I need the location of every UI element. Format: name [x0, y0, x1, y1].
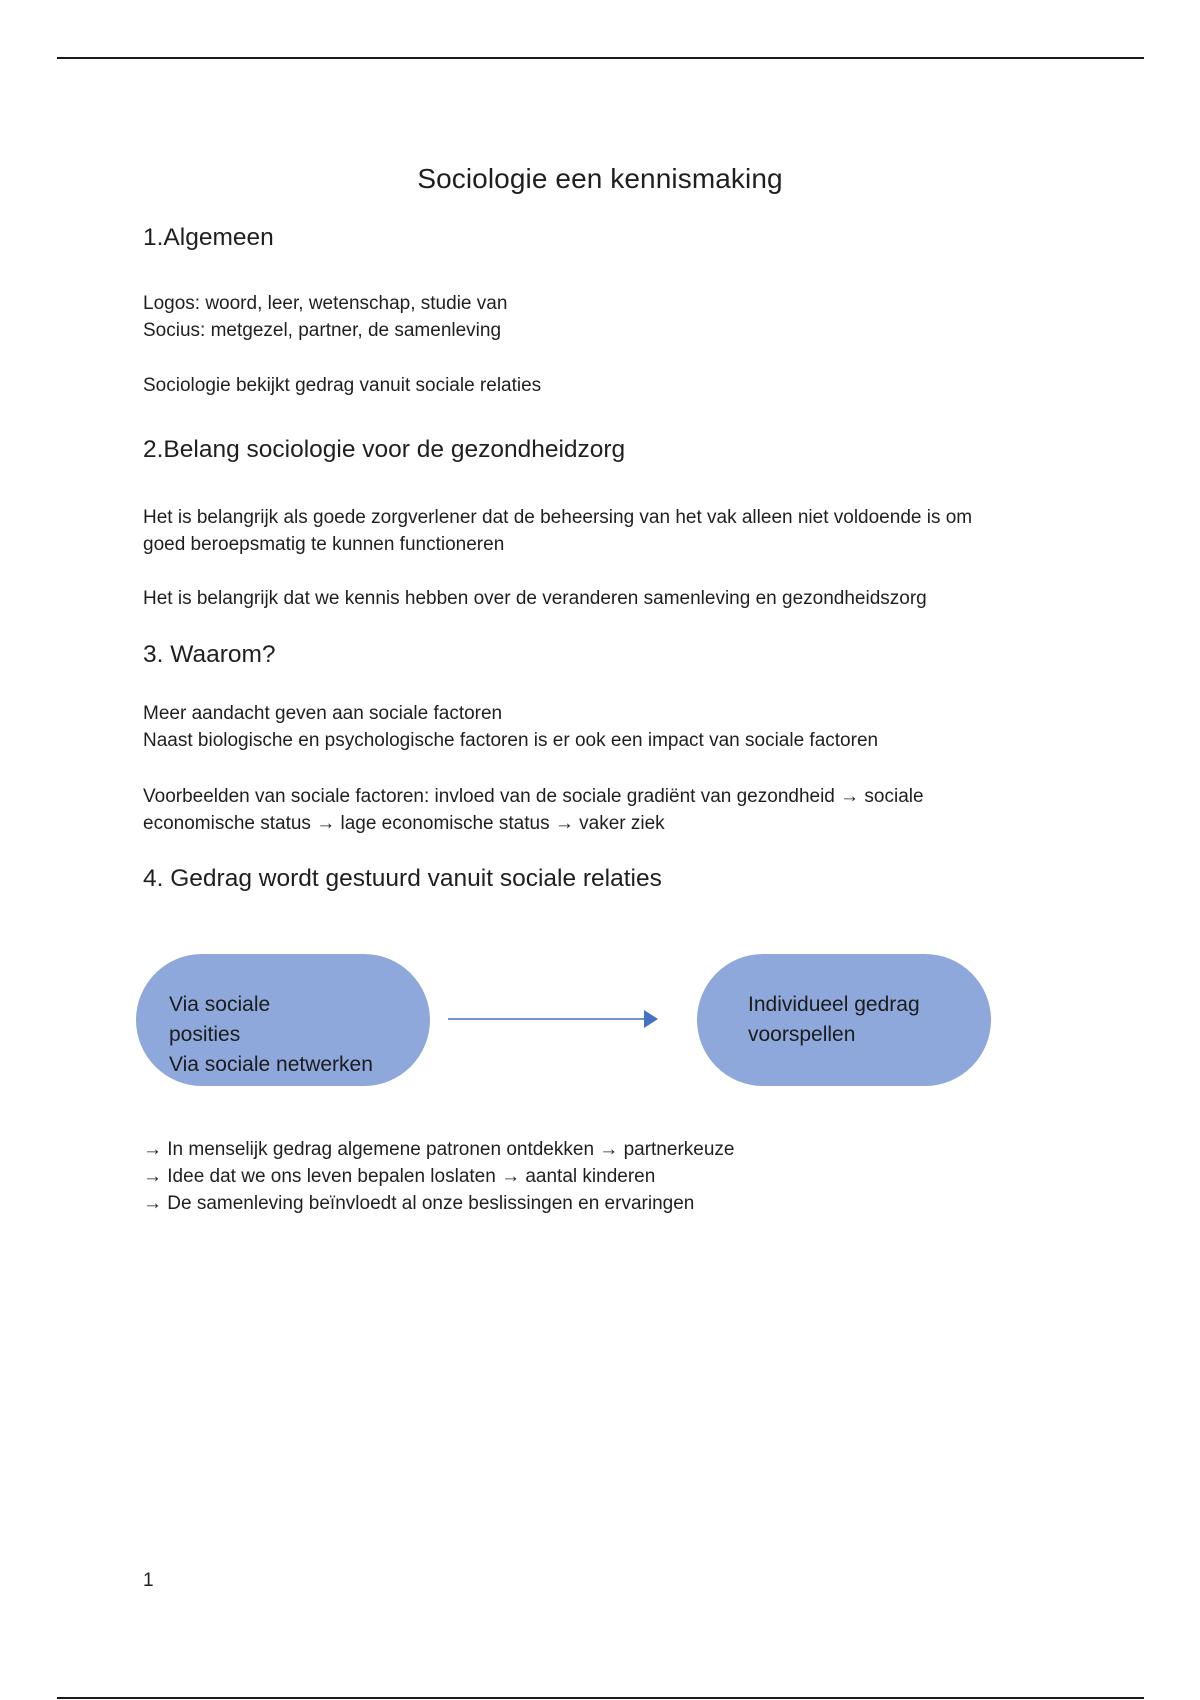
text-line: → In menselijk gedrag algemene patronen ontdekken → partnerkeuze — [143, 1139, 735, 1160]
document-title: Sociologie een kennismaking — [417, 162, 783, 194]
paragraph-conclusies — [143, 1136, 1063, 1217]
header-rule — [57, 57, 1144, 59]
paragraph-sociale-factoren — [143, 700, 1063, 754]
text-line: Voorbeelden van sociale factoren: invloed van de sociale gradiënt van gezondheid → sociale — [143, 786, 924, 807]
paragraph-voorbeelden — [143, 783, 1063, 837]
text-line: Naast biologische en psychologische factoren is er ook een impact van sociale factoren — [143, 730, 879, 751]
text-line: Het is belangrijk als goede zorgverlener dat de beheersing van het vak alleen niet voldoende is om — [143, 507, 973, 528]
section-heading-waarom: 3. Waarom? — [143, 641, 276, 668]
page-number: 1 — [143, 1570, 154, 1591]
paragraph-kennis — [143, 585, 1063, 612]
text-line: Meer aandacht geven aan sociale factoren — [143, 703, 503, 724]
footer-rule — [57, 1697, 1144, 1699]
text-line: → De samenleving beïnvloedt al onze beslissingen en ervaringen — [143, 1193, 695, 1214]
node-text-line: Via sociale netwerken — [169, 1053, 373, 1076]
text-line: → Idee dat we ons leven bepalen loslaten → aantal kinderen — [143, 1166, 656, 1187]
node-text-line: Individueel gedrag — [748, 993, 920, 1016]
section-heading-belang: 2.Belang sociologie voor de gezondheidzorg — [143, 436, 626, 463]
text-line: goed beroepsmatig te kunnen functioneren — [143, 534, 505, 555]
paragraph-definitions — [143, 290, 1063, 344]
node-text-line: Via sociale — [169, 993, 271, 1016]
paragraph-sociologie — [143, 372, 1063, 399]
diagram-node-individueel-gedrag — [697, 954, 991, 1086]
node-text-line: posities — [169, 1023, 241, 1046]
section-heading-algemeen: 1.Algemeen — [143, 224, 274, 251]
text-line: Het is belangrijk dat we kennis hebben over de veranderen samenleving en gezondheidszorg — [143, 588, 927, 609]
diagram-arrow-icon — [448, 1008, 658, 1030]
text-line: Socius: metgezel, partner, de samenleving — [143, 320, 502, 341]
section-heading-gedrag: 4. Gedrag wordt gestuurd vanuit sociale relaties — [143, 865, 662, 892]
diagram-node-sociale-posities — [136, 954, 430, 1086]
node-text-line: voorspellen — [748, 1023, 856, 1046]
text-line: Logos: woord, leer, wetenschap, studie van — [143, 293, 508, 314]
paragraph-zorgverlener — [143, 504, 1063, 558]
text-line: Sociologie bekijkt gedrag vanuit sociale relaties — [143, 375, 542, 396]
text-line: economische status → lage economische status → vaker ziek — [143, 813, 665, 834]
